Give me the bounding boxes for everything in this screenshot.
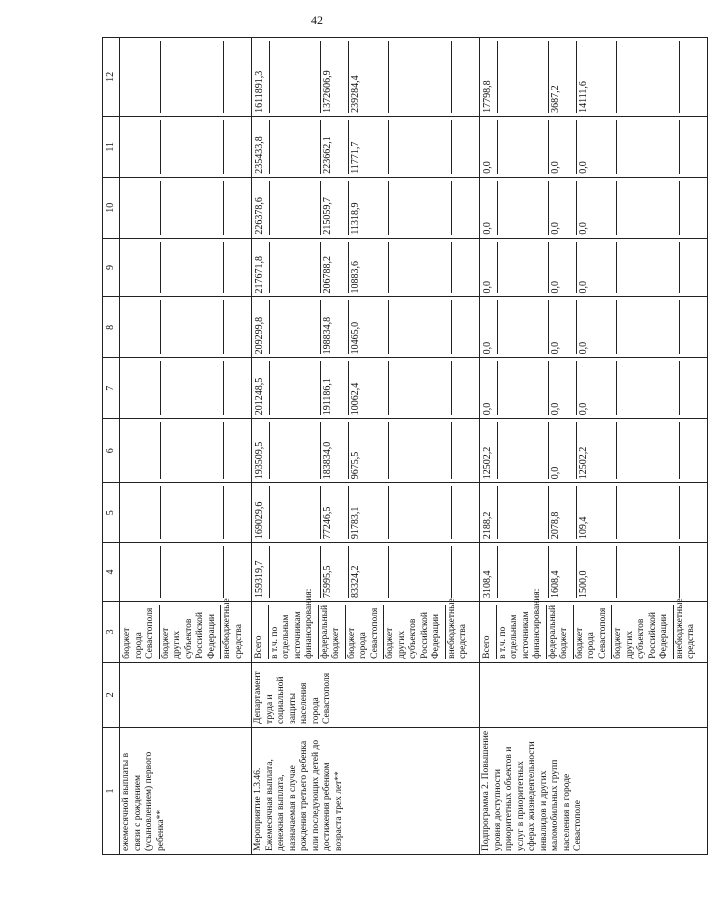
amount-value [121,546,161,598]
value-column-cell [480,483,708,543]
amount-value: 0,0 [549,120,577,174]
amount-value [270,181,321,235]
value-column-cell [480,238,708,297]
amount-value: 215059,7 [321,181,349,235]
amount-value [389,422,452,479]
amount-value: 0,0 [549,181,577,235]
amount-value [270,242,321,294]
amount-value: 226378,6 [253,181,270,235]
amount-value [617,422,680,479]
amount-value: 0,0 [549,300,577,354]
rotated-table-container [102,37,696,855]
header-cell: 2 [103,662,120,727]
amount-value [224,181,250,235]
amount-value [121,486,161,539]
funding-source-cell [120,598,252,662]
value-column-cell [480,116,708,177]
header-cell: 9 [103,238,120,297]
header-cell: 12 [103,38,120,117]
value-column-cell [120,177,252,238]
amount-value [617,486,680,539]
amount-value [389,242,452,294]
amount-value [389,181,452,235]
amount-value [121,361,161,415]
value-column-cell [120,358,252,419]
funding-source-label: бюджет города Севастополя [574,605,613,659]
header-cell: 5 [103,483,120,543]
amount-value: 9675,5 [349,422,389,479]
amount-value [680,181,706,235]
amount-value [452,300,478,354]
amount-value [452,361,478,415]
header-cell: 1 [103,727,120,854]
funding-source-label: Всего [481,605,497,659]
header-cell: 6 [103,419,120,483]
amount-value: 1500,0 [577,546,617,598]
value-column-cell [120,238,252,297]
funding-source-label: федеральный бюджет [547,605,574,659]
header-cell: 3 [103,601,120,662]
value-column-cell [252,419,480,483]
amount-value: 169029,6 [253,486,270,539]
value-column-cell [120,297,252,358]
amount-value [498,486,549,539]
funding-source-label: внебюджетные средства [446,598,468,659]
value-column-cell [252,358,480,419]
amount-value [389,361,452,415]
amount-value [161,361,224,415]
amount-value [224,300,250,354]
header-row [103,38,120,855]
value-column-cell [480,358,708,419]
value-column-cell [120,419,252,483]
amount-value: 2078,8 [549,486,577,539]
amount-value [224,242,250,294]
funding-source-label: внебюджетные средства [674,598,696,659]
amount-value [498,300,549,354]
amount-value [224,486,250,539]
amount-value: 1608,4 [549,546,577,598]
amount-value: 3687,2 [549,41,577,113]
amount-value: 0,0 [549,242,577,294]
amount-value: 235433,8 [253,120,270,174]
amount-value [389,120,452,174]
funding-source-label: бюджет города Севастополя [346,605,385,659]
amount-value: 223662,1 [321,120,349,174]
amount-value: 12502,2 [577,422,617,479]
amount-value [161,546,224,598]
amount-value [617,181,680,235]
amount-value: 0,0 [577,300,617,354]
measure-name-cell: Подпрограмма 2. Повышение уровня доступности приоритетных объектов и услуг в приоритетных сферах жизнедеятельности инвалидов и других маломобильных групп населения в городе Севастополе [480,727,708,854]
amount-value: 1611891,3 [253,41,270,113]
amount-value [680,486,706,539]
funding-source-label: бюджет других субъектов Российской Федерации [384,605,446,659]
amount-value: 0,0 [549,422,577,479]
amount-value [270,120,321,174]
amount-value: 0,0 [577,361,617,415]
funding-source-cell [252,588,480,662]
amount-value: 17798,8 [481,41,498,113]
amount-value [270,41,321,113]
value-column-cell [480,419,708,483]
amount-value [121,181,161,235]
amount-value [498,422,549,479]
amount-value [161,486,224,539]
amount-value [680,422,706,479]
amount-value [161,422,224,479]
amount-value [224,546,250,598]
amount-value [161,242,224,294]
amount-value: 2188,2 [481,486,498,539]
amount-value: 109,4 [577,486,617,539]
executor-cell [480,662,708,727]
amount-value [270,486,321,539]
amount-value: 201248,5 [253,361,270,415]
amount-value: 14111,6 [577,41,617,113]
value-column-cell [252,238,480,297]
value-column-cell [480,38,708,117]
amount-value [224,422,250,479]
amount-value [680,120,706,174]
funding-source-label: внебюджетные средства [222,598,244,659]
amount-value: 0,0 [577,181,617,235]
value-column-cell [252,483,480,543]
amount-value [121,300,161,354]
amount-value [121,120,161,174]
amount-value [617,41,680,113]
amount-value [389,300,452,354]
amount-value: 10883,6 [349,242,389,294]
amount-value: 10465,0 [349,300,389,354]
value-column-cell [120,543,252,602]
amount-value [161,300,224,354]
amount-value: 183834,0 [321,422,349,479]
amount-value [452,422,478,479]
funding-source-cell [480,588,708,662]
financing-table [102,37,708,855]
amount-value [389,41,452,113]
amount-value [270,300,321,354]
header-cell: 8 [103,297,120,358]
funding-source-label: Всего [253,605,269,659]
amount-value [680,300,706,354]
group-row [480,38,708,855]
amount-value [224,41,250,113]
funding-source-label: бюджет города Севастополя [121,605,160,659]
amount-value: 198834,8 [321,300,349,354]
amount-value: 0,0 [577,242,617,294]
amount-value [452,41,478,113]
amount-value [270,361,321,415]
amount-value: 11318,9 [349,181,389,235]
amount-value: 75995,5 [321,546,349,598]
amount-value: 0,0 [481,242,498,294]
amount-value [389,486,452,539]
header-cell: 4 [103,543,120,602]
group-row [252,38,480,855]
amount-value: 0,0 [481,300,498,354]
amount-value [680,242,706,294]
amount-value: 0,0 [549,361,577,415]
value-column-cell [252,297,480,358]
amount-value [452,546,478,598]
measure-name-cell: Мероприятие 1.3.46. Ежемесячная выплата, денежная выплата, назначаемая в случае рождения третьего ребенка или последующих детей до достижения ребенком возраста трех лет** [252,727,480,854]
value-column-cell [480,177,708,238]
measure-name-cell: ежемесячной выплаты в связи с рождением (усыновлением) первого ребенка** [120,727,252,854]
amount-value: 3108,4 [481,546,498,598]
table-body [103,38,708,855]
executor-cell: Департамент труда и социальной защиты населения города Севастополя [252,662,480,727]
amount-value [452,120,478,174]
amount-value: 206788,2 [321,242,349,294]
funding-source-label: в т.ч. по отдельным источникам финансирования: [269,605,319,659]
amount-value [617,546,680,598]
funding-source-label: в т.ч. по отдельным источникам финансирования: [497,605,547,659]
amount-value: 0,0 [481,181,498,235]
amount-value: 11771,7 [349,120,389,174]
amount-value [452,242,478,294]
amount-value [161,181,224,235]
amount-value: 0,0 [577,120,617,174]
amount-value [498,242,549,294]
value-column-cell [252,543,480,602]
amount-value: 10062,4 [349,361,389,415]
amount-value [121,242,161,294]
amount-value: 83324,2 [349,546,389,598]
value-column-cell [120,38,252,117]
executor-cell [120,662,252,727]
amount-value: 193509,5 [253,422,270,479]
amount-value [121,422,161,479]
value-column-cell [120,116,252,177]
header-cell: 7 [103,358,120,419]
amount-value [680,361,706,415]
amount-value [680,546,706,598]
value-column-cell [252,177,480,238]
amount-value [224,120,250,174]
header-cell: 10 [103,177,120,238]
amount-value [270,422,321,479]
amount-value [161,41,224,113]
amount-value [498,41,549,113]
page-number: 42 [311,13,323,27]
amount-value [498,120,549,174]
funding-source-label: федеральный бюджет [319,605,346,659]
amount-value: 239284,4 [349,41,389,113]
funding-source-label: бюджет других субъектов Российской Федерации [612,605,674,659]
amount-value [498,361,549,415]
value-column-cell [252,38,480,117]
amount-value [389,546,452,598]
amount-value: 0,0 [481,361,498,415]
value-column-cell [480,543,708,602]
value-column-cell [480,297,708,358]
amount-value [617,300,680,354]
amount-value: 209299,8 [253,300,270,354]
amount-value [617,242,680,294]
funding-source-label: бюджет других субъектов Российской Федерации [160,605,222,659]
group-row [120,38,252,855]
amount-value: 1372606,9 [321,41,349,113]
amount-value [617,361,680,415]
amount-value: 217671,8 [253,242,270,294]
amount-value: 91783,1 [349,486,389,539]
amount-value: 77246,5 [321,486,349,539]
amount-value [121,41,161,113]
value-column-cell [120,483,252,543]
amount-value: 159319,7 [253,546,270,598]
amount-value [498,181,549,235]
amount-value [452,486,478,539]
amount-value [224,361,250,415]
amount-value: 191186,1 [321,361,349,415]
header-cell: 11 [103,116,120,177]
value-column-cell [252,116,480,177]
amount-value [452,181,478,235]
amount-value: 0,0 [481,120,498,174]
amount-value: 12502,2 [481,422,498,479]
amount-value [161,120,224,174]
amount-value [617,120,680,174]
amount-value [680,41,706,113]
